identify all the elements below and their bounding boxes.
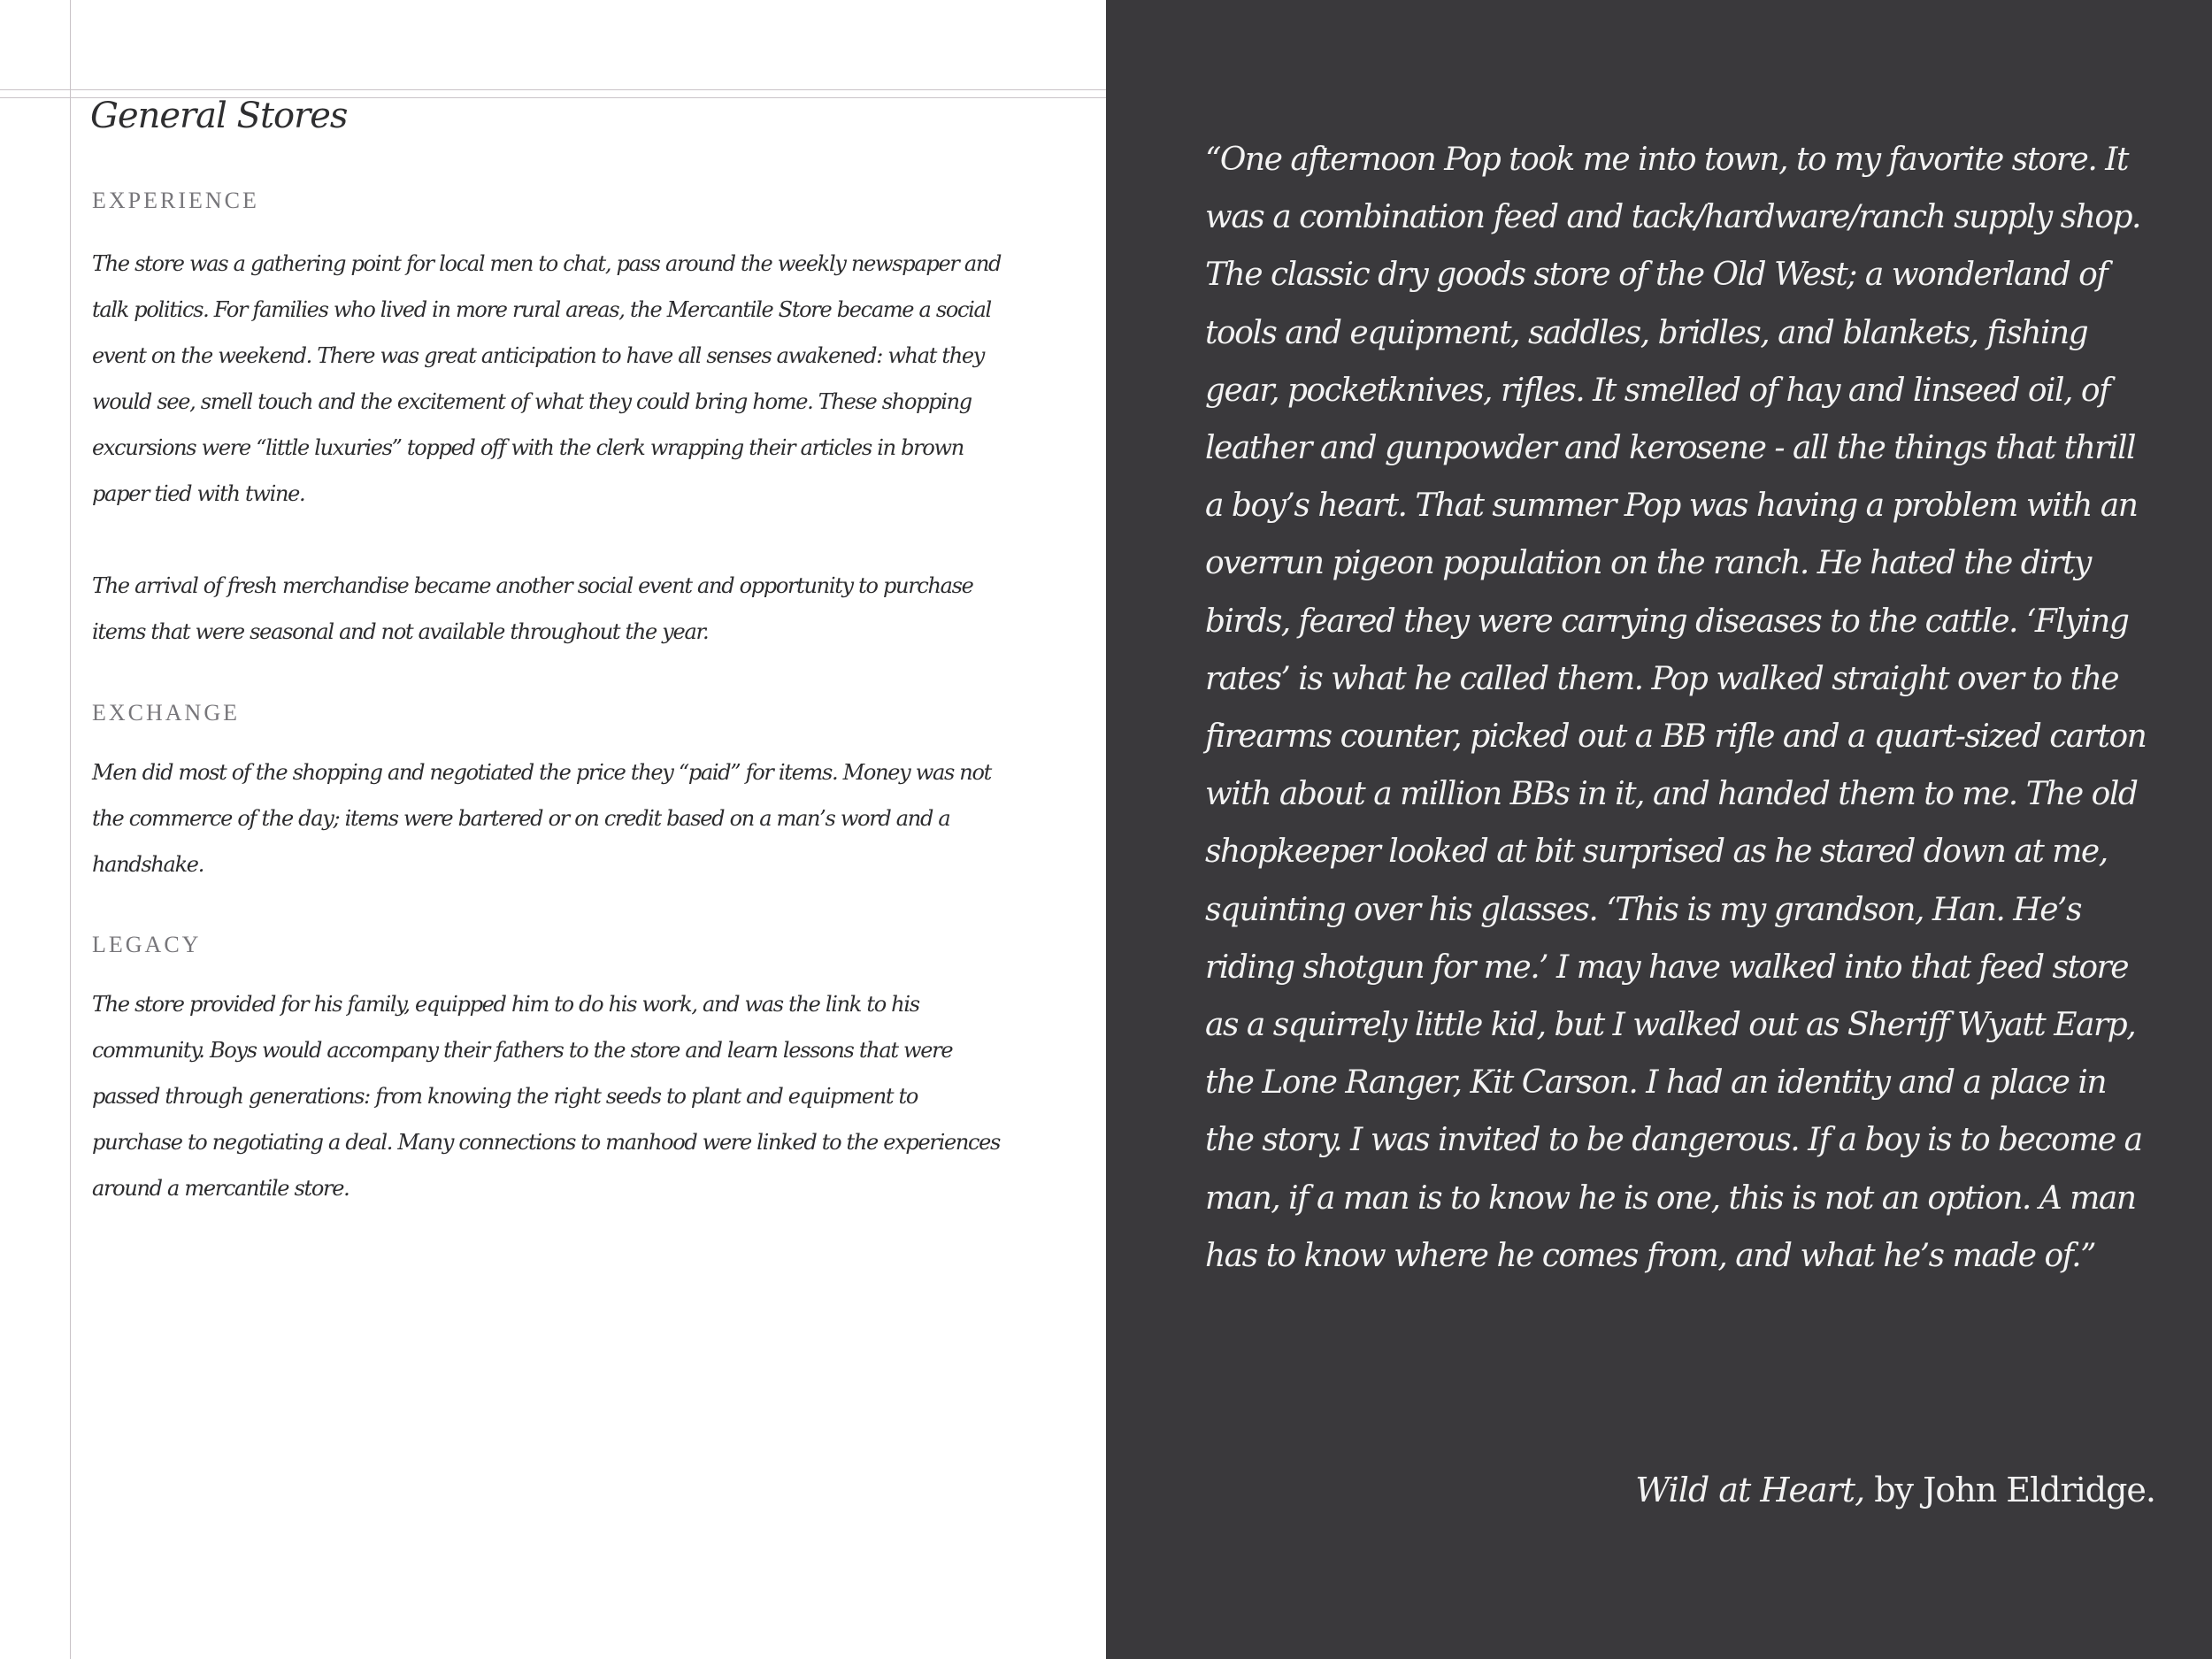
section-heading: LEGACY [92,932,202,957]
quote-text: “One afternoon Pop took me into town, to my favorite store. It was a combination feed and tack/hardware/ranch supply shop. The classic dry goods store of the Old West; a wonderland of tools and equipment, saddles, bridles, and blankets, fishing gear, pocketknives, rifles. It smelled of hay and linseed oil, of leather and gunpowder and kerosene - all the things that thrill a boy’s heart. That summer Pop was having a problem with an overrun pigeon population on the ranch. He hated the dirty birds, feared they were carrying diseases to the cattle. ‘Flying rates’ is what he called them. Pop walked straight over to the firearms counter, picked out a BB rifle and a quart-sized carton with about a million BBs in it, and handed them to me. The old shopkeeper looked at bit surprised as he stared down at me, squinting over his glasses. ‘This is my grandson, Han. He’s riding shotgun for me.’ I may have walked into that feed store as a squirrely little kid, but I walked out as Sheriff Wyatt Earp, the Lone Ranger, Kit Carson. I had an identity and a place in the story. I was invited to be dangerous. If a boy is to become a man, if a man is to know he is one, this is not an option. A man has to know where he comes from, and what he’s made of.” [1205,142,2147,1274]
book-title: Wild at Heart, [1635,1471,1865,1509]
section-exchange-body [92,749,1003,887]
quote-attribution [1635,1471,2155,1509]
section-legacy [92,932,1003,958]
paragraph: The store provided for his family, equipped him to do his work, and was the link to his community. Boys would accompany their fathers to the store and learn lessons that were passed through generations: from knowing the right seeds to plant and equipment to purchase to negotiating a deal. Many connections to manhood were linked to the experiences around a mercantile store. [92,992,1001,1201]
section-experience-body-2 [92,563,1003,655]
margin-rule-vertical [70,0,71,1659]
section-experience [92,188,1003,214]
section-exchange [92,700,1003,726]
author-name: by John Eldridge. [1864,1471,2155,1509]
section-experience-body [92,241,1003,517]
section-heading: EXCHANGE [92,700,240,726]
paragraph: The arrival of fresh merchandise became another social event and opportunity to purchase items that were seasonal and not available throughout the year. [92,573,973,644]
paragraph: Men did most of the shopping and negotiated the price they “paid” for items. Money was not the commerce of the day; items were bartered or on credit based on a man’s word and a handshake. [92,760,991,877]
header-rule-top [0,89,1106,90]
paragraph: The store was a gathering point for local men to chat, pass around the weekly newspaper and talk politics. For families who lived in more rural areas, the Mercantile Store became a social event on the weekend. There was great anticipation to have all senses awakened: what they would see, smell touch and the excitement of what they could bring home. These shopping excursions were “little luxuries” topped off with the clerk wrapping their articles in brown paper tied with twine. [92,251,1002,506]
section-heading: EXPERIENCE [92,188,259,213]
page-title: General Stores [90,96,348,136]
section-legacy-body [92,981,1003,1211]
right-page-quote-panel [1106,0,2212,1659]
